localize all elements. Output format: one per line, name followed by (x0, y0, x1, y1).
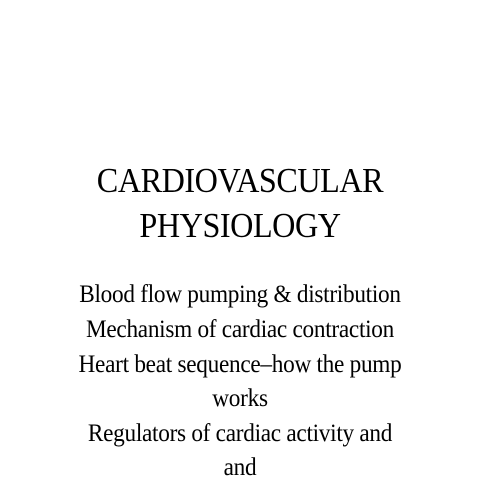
bullet-list (0, 278, 480, 480)
bullet-item (17, 348, 463, 416)
slide-title-line-2: PHYSIOLOGY (139, 206, 341, 245)
bullet-item (17, 278, 463, 312)
bullet-text-continuation: works (212, 385, 268, 412)
bullet-text: Blood flow pumping & distribution (79, 281, 401, 308)
bullet-text: Mechanism of cardiac contraction (85, 316, 395, 343)
bullet-text: Heart beat sequence–how the pump (78, 351, 402, 378)
bullet-item (17, 313, 463, 347)
bullet-text: Regulators of cardiac activity and (87, 420, 393, 447)
bullet-item (17, 417, 463, 480)
bullet-text-continuation: and (223, 454, 257, 480)
slide-title-line-1: CARDIOVASCULAR (96, 161, 384, 200)
